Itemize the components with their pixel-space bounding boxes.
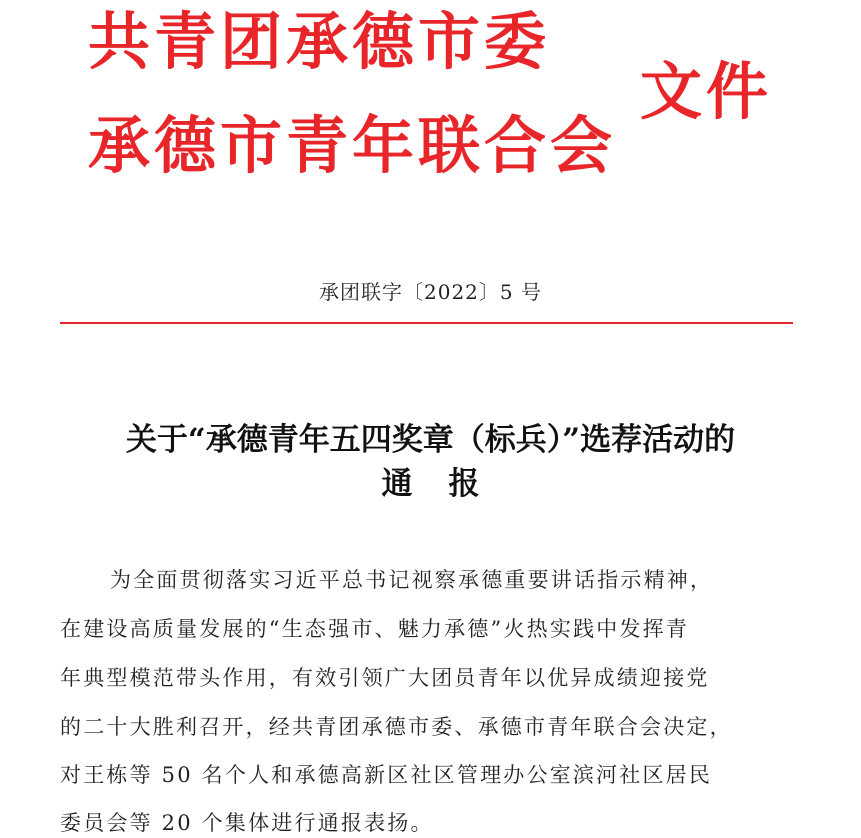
red-divider-line (60, 322, 793, 324)
body-paragraph-line: 的二十大胜利召开，经共青团承德市委、承德市青年联合会决定， (60, 715, 733, 739)
issuing-org-line-1: 共青团承德市委 (88, 5, 551, 78)
document-title-line-2: 通报 (381, 466, 516, 502)
body-paragraph-line: 年典型模范带头作用，有效引领广大团员青年以优异成绩迎接党 (60, 666, 710, 690)
body-paragraph-line: 委员会等 20 个集体进行通报表扬。 (60, 811, 434, 835)
body-paragraph-line: 为全面贯彻落实习近平总书记视察承德重要讲话指示精神， (110, 568, 714, 592)
document-type-label: 文件 (640, 55, 773, 128)
body-paragraph-line: 对王栋等 50 名个人和承德高新区社区管理办公室滨河社区居民 (60, 763, 713, 787)
body-paragraph-line: 在建设高质量发展的“生态强市、魅力承德”火热实践中发挥青 (60, 617, 690, 641)
document-title-line-1: 关于“承德青年五四奖章（标兵）”选荐活动的 (125, 422, 736, 458)
issuing-org-line-2: 承德市青年联合会 (88, 109, 617, 182)
document-number: 承团联字〔2022〕5 号 (319, 280, 542, 304)
